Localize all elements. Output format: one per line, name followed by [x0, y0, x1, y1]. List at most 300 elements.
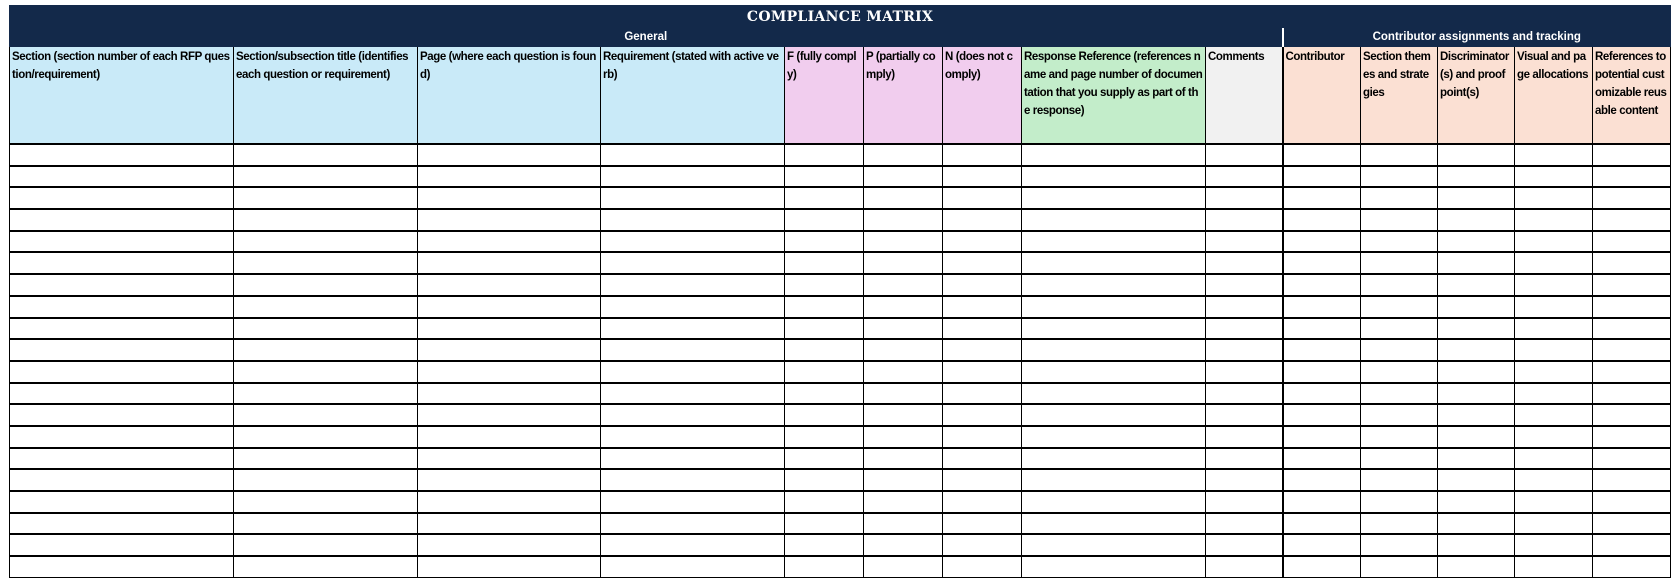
table-cell[interactable]	[1593, 426, 1671, 448]
table-cell[interactable]	[418, 448, 601, 470]
table-cell[interactable]	[785, 469, 864, 491]
table-cell[interactable]	[1438, 318, 1515, 340]
column-header: References to potential customizable reusable content	[1593, 47, 1671, 145]
table-cell[interactable]	[1515, 448, 1593, 470]
table-cell[interactable]	[785, 231, 864, 253]
table-cell[interactable]	[1283, 491, 1361, 513]
table-cell[interactable]	[1361, 534, 1438, 556]
table-cell[interactable]	[1361, 231, 1438, 253]
table-cell[interactable]	[1283, 534, 1361, 556]
table-cell[interactable]	[1022, 144, 1206, 166]
table-cell[interactable]	[785, 361, 864, 383]
table-cell[interactable]	[1206, 491, 1283, 513]
table-cell[interactable]	[1593, 339, 1671, 361]
table-cell[interactable]	[234, 339, 418, 361]
table-cell[interactable]	[1206, 166, 1283, 188]
table-cell[interactable]	[1361, 209, 1438, 231]
table-cell[interactable]	[1593, 448, 1671, 470]
table-cell[interactable]	[785, 448, 864, 470]
table-cell[interactable]	[1361, 318, 1438, 340]
table-cell[interactable]	[601, 231, 785, 253]
table-cell[interactable]	[1438, 187, 1515, 209]
table-cell[interactable]	[1593, 166, 1671, 188]
table-cell[interactable]	[864, 383, 943, 405]
table-cell[interactable]	[234, 361, 418, 383]
table-cell[interactable]	[1438, 556, 1515, 577]
table-cell[interactable]	[234, 209, 418, 231]
table-cell[interactable]	[1206, 339, 1283, 361]
table-cell[interactable]	[1593, 513, 1671, 535]
table-cell[interactable]	[785, 513, 864, 535]
table-cell[interactable]	[10, 252, 234, 274]
table-cell[interactable]	[1438, 383, 1515, 405]
table-cell[interactable]	[785, 144, 864, 166]
table-cell[interactable]	[418, 513, 601, 535]
table-cell[interactable]	[785, 556, 864, 577]
table-row	[10, 318, 1671, 340]
table-cell[interactable]	[418, 426, 601, 448]
table-cell[interactable]	[1515, 383, 1593, 405]
table-cell[interactable]	[1283, 361, 1361, 383]
table-cell[interactable]	[943, 144, 1022, 166]
table-cell[interactable]	[1438, 448, 1515, 470]
table-cell[interactable]	[785, 274, 864, 296]
table-cell[interactable]	[1361, 448, 1438, 470]
table-cell[interactable]	[864, 187, 943, 209]
table-cell[interactable]	[943, 426, 1022, 448]
table-cell[interactable]	[1593, 469, 1671, 491]
table-cell[interactable]	[10, 231, 234, 253]
table-cell[interactable]	[1206, 274, 1283, 296]
table-cell[interactable]	[1206, 296, 1283, 318]
table-row	[10, 187, 1671, 209]
table-cell[interactable]	[234, 426, 418, 448]
table-cell[interactable]	[1438, 144, 1515, 166]
table-cell[interactable]	[418, 318, 601, 340]
table-cell[interactable]	[1515, 361, 1593, 383]
table-cell[interactable]	[234, 252, 418, 274]
table-cell[interactable]	[1438, 274, 1515, 296]
table-cell[interactable]	[1206, 231, 1283, 253]
table-cell[interactable]	[1283, 556, 1361, 577]
table-cell[interactable]	[785, 491, 864, 513]
table-cell[interactable]	[418, 187, 601, 209]
table-cell[interactable]	[1515, 209, 1593, 231]
table-cell[interactable]	[10, 534, 234, 556]
table-cell[interactable]	[864, 209, 943, 231]
table-cell[interactable]	[1593, 187, 1671, 209]
table-cell[interactable]	[1206, 404, 1283, 426]
table-cell[interactable]	[1283, 274, 1361, 296]
table-cell[interactable]	[1515, 491, 1593, 513]
table-cell[interactable]	[943, 361, 1022, 383]
table-cell[interactable]	[1593, 491, 1671, 513]
table-cell[interactable]	[10, 383, 234, 405]
table-cell[interactable]	[1438, 513, 1515, 535]
table-cell[interactable]	[1438, 209, 1515, 231]
table-cell[interactable]	[1283, 231, 1361, 253]
table-cell[interactable]	[1361, 296, 1438, 318]
table-cell[interactable]	[601, 144, 785, 166]
table-cell[interactable]	[234, 318, 418, 340]
table-row	[10, 296, 1671, 318]
table-cell[interactable]	[234, 513, 418, 535]
table-cell[interactable]	[1593, 296, 1671, 318]
table-cell[interactable]	[10, 556, 234, 577]
table-cell[interactable]	[418, 339, 601, 361]
table-cell[interactable]	[1022, 448, 1206, 470]
table-cell[interactable]	[1438, 361, 1515, 383]
table-cell[interactable]	[785, 296, 864, 318]
table-cell[interactable]	[1361, 383, 1438, 405]
table-cell[interactable]	[1515, 404, 1593, 426]
table-cell[interactable]	[1206, 383, 1283, 405]
table-cell[interactable]	[418, 296, 601, 318]
table-row	[10, 556, 1671, 577]
table-cell[interactable]	[234, 274, 418, 296]
table-cell[interactable]	[943, 383, 1022, 405]
table-cell[interactable]	[1206, 448, 1283, 470]
column-header: Response Reference (references name and page number of documentation that you supply as part of the response)	[1022, 47, 1206, 145]
table-cell[interactable]	[1361, 469, 1438, 491]
table-cell[interactable]	[601, 513, 785, 535]
table-cell[interactable]	[1022, 491, 1206, 513]
table-cell[interactable]	[864, 556, 943, 577]
table-cell[interactable]	[943, 469, 1022, 491]
table-cell[interactable]	[1283, 187, 1361, 209]
table-cell[interactable]	[1022, 339, 1206, 361]
table-cell[interactable]	[943, 318, 1022, 340]
table-cell[interactable]	[1283, 166, 1361, 188]
table-cell[interactable]	[1022, 361, 1206, 383]
table-cell[interactable]	[1515, 252, 1593, 274]
table-cell[interactable]	[864, 339, 943, 361]
table-cell[interactable]	[1361, 404, 1438, 426]
table-cell[interactable]	[10, 404, 234, 426]
table-cell[interactable]	[1515, 166, 1593, 188]
table-cell[interactable]	[1361, 491, 1438, 513]
table-cell[interactable]	[864, 448, 943, 470]
table-cell[interactable]	[1593, 144, 1671, 166]
table-cell[interactable]	[1283, 426, 1361, 448]
table-cell[interactable]	[234, 491, 418, 513]
table-cell[interactable]	[1283, 318, 1361, 340]
table-cell[interactable]	[1206, 361, 1283, 383]
table-cell[interactable]	[1593, 209, 1671, 231]
table-cell[interactable]	[1361, 166, 1438, 188]
table-cell[interactable]	[943, 252, 1022, 274]
table-cell[interactable]	[785, 534, 864, 556]
table-cell[interactable]	[943, 556, 1022, 577]
table-cell[interactable]	[1206, 513, 1283, 535]
column-header: Section themes and strategies	[1361, 47, 1438, 145]
table-cell[interactable]	[1283, 469, 1361, 491]
table-cell[interactable]	[1515, 144, 1593, 166]
table-row	[10, 361, 1671, 383]
table-cell[interactable]	[601, 274, 785, 296]
table-cell[interactable]	[864, 318, 943, 340]
table-cell[interactable]	[234, 534, 418, 556]
table-cell[interactable]	[785, 318, 864, 340]
table-cell[interactable]	[1206, 469, 1283, 491]
table-cell[interactable]	[1515, 556, 1593, 577]
table-cell[interactable]	[1283, 209, 1361, 231]
table-cell[interactable]	[601, 296, 785, 318]
table-cell[interactable]	[10, 296, 234, 318]
table-cell[interactable]	[864, 513, 943, 535]
table-cell[interactable]	[418, 252, 601, 274]
table-cell[interactable]	[943, 296, 1022, 318]
table-cell[interactable]	[943, 491, 1022, 513]
table-row	[10, 252, 1671, 274]
table-cell[interactable]	[234, 556, 418, 577]
table-row	[10, 404, 1671, 426]
table-cell[interactable]	[943, 231, 1022, 253]
table-cell[interactable]	[1361, 339, 1438, 361]
table-cell[interactable]	[601, 556, 785, 577]
table-cell[interactable]	[10, 166, 234, 188]
table-cell[interactable]	[1206, 144, 1283, 166]
table-cell[interactable]	[1593, 361, 1671, 383]
table-cell[interactable]	[864, 469, 943, 491]
column-header: Section/subsection title (identifies each question or requirement)	[234, 47, 418, 145]
table-cell[interactable]	[601, 534, 785, 556]
table-cell[interactable]	[1361, 144, 1438, 166]
table-cell[interactable]	[418, 534, 601, 556]
table-cell[interactable]	[1515, 231, 1593, 253]
table-cell[interactable]	[1022, 187, 1206, 209]
table-cell[interactable]	[864, 404, 943, 426]
table-cell[interactable]	[1022, 252, 1206, 274]
table-cell[interactable]	[10, 361, 234, 383]
table-cell[interactable]	[785, 383, 864, 405]
table-cell[interactable]	[864, 252, 943, 274]
table-cell[interactable]	[943, 274, 1022, 296]
table-cell[interactable]	[1515, 274, 1593, 296]
table-cell[interactable]	[1438, 426, 1515, 448]
table-cell[interactable]	[418, 209, 601, 231]
table-cell[interactable]	[1022, 318, 1206, 340]
table-cell[interactable]	[1593, 556, 1671, 577]
table-cell[interactable]	[601, 448, 785, 470]
table-cell[interactable]	[864, 144, 943, 166]
table-cell[interactable]	[10, 513, 234, 535]
table-cell[interactable]	[1022, 556, 1206, 577]
table-cell[interactable]	[601, 426, 785, 448]
table-cell[interactable]	[785, 187, 864, 209]
table-cell[interactable]	[1283, 296, 1361, 318]
table-cell[interactable]	[601, 469, 785, 491]
table-cell[interactable]	[1438, 491, 1515, 513]
table-cell[interactable]	[785, 252, 864, 274]
table-cell[interactable]	[1022, 534, 1206, 556]
table-row	[10, 209, 1671, 231]
table-row	[10, 231, 1671, 253]
table-cell[interactable]	[1438, 404, 1515, 426]
table-cell[interactable]	[1361, 274, 1438, 296]
table-cell[interactable]	[601, 166, 785, 188]
table-cell[interactable]	[1022, 274, 1206, 296]
table-cell[interactable]	[418, 556, 601, 577]
table-cell[interactable]	[1206, 187, 1283, 209]
table-cell[interactable]	[418, 274, 601, 296]
table-cell[interactable]	[943, 339, 1022, 361]
table-cell[interactable]	[943, 166, 1022, 188]
table-cell[interactable]	[418, 404, 601, 426]
table-cell[interactable]	[418, 166, 601, 188]
table-cell[interactable]	[1593, 231, 1671, 253]
table-cell[interactable]	[418, 469, 601, 491]
table-cell[interactable]	[1515, 318, 1593, 340]
table-cell[interactable]	[1206, 556, 1283, 577]
table-cell[interactable]	[601, 361, 785, 383]
table-cell[interactable]	[1361, 187, 1438, 209]
table-cell[interactable]	[1283, 404, 1361, 426]
table-cell[interactable]	[943, 187, 1022, 209]
table-cell[interactable]	[1206, 252, 1283, 274]
table-cell[interactable]	[601, 252, 785, 274]
table-cell[interactable]	[1022, 231, 1206, 253]
table-cell[interactable]	[943, 448, 1022, 470]
table-cell[interactable]	[785, 209, 864, 231]
column-header: Requirement (stated with active verb)	[601, 47, 785, 145]
table-cell[interactable]	[1022, 469, 1206, 491]
table-cell[interactable]	[864, 166, 943, 188]
table-cell[interactable]	[234, 166, 418, 188]
table-cell[interactable]	[864, 296, 943, 318]
table-cell[interactable]	[1361, 513, 1438, 535]
table-cell[interactable]	[1283, 513, 1361, 535]
table-cell[interactable]	[1361, 426, 1438, 448]
table-cell[interactable]	[234, 187, 418, 209]
table-cell[interactable]	[1515, 339, 1593, 361]
table-cell[interactable]	[601, 339, 785, 361]
table-cell[interactable]	[601, 383, 785, 405]
table-cell[interactable]	[1361, 556, 1438, 577]
table-cell[interactable]	[10, 318, 234, 340]
table-cell[interactable]	[10, 209, 234, 231]
table-cell[interactable]	[10, 491, 234, 513]
table-cell[interactable]	[1022, 166, 1206, 188]
table-cell[interactable]	[1438, 166, 1515, 188]
table-cell[interactable]	[1515, 513, 1593, 535]
table-cell[interactable]	[418, 491, 601, 513]
table-cell[interactable]	[1361, 361, 1438, 383]
table-cell[interactable]	[1022, 209, 1206, 231]
table-cell[interactable]	[785, 339, 864, 361]
compliance-matrix-table	[9, 5, 1671, 578]
table-cell[interactable]	[864, 231, 943, 253]
table-cell[interactable]	[1361, 252, 1438, 274]
table-cell[interactable]	[10, 187, 234, 209]
table-cell[interactable]	[1022, 426, 1206, 448]
table-row	[10, 274, 1671, 296]
table-cell[interactable]	[1515, 534, 1593, 556]
table-cell[interactable]	[601, 318, 785, 340]
table-cell[interactable]	[1438, 231, 1515, 253]
table-cell[interactable]	[1438, 252, 1515, 274]
table-cell[interactable]	[601, 209, 785, 231]
table-cell[interactable]	[1283, 383, 1361, 405]
column-header: F (fully comply)	[785, 47, 864, 145]
table-cell[interactable]	[234, 296, 418, 318]
table-cell[interactable]	[943, 404, 1022, 426]
table-cell[interactable]	[418, 231, 601, 253]
table-cell[interactable]	[1438, 296, 1515, 318]
table-cell[interactable]	[234, 383, 418, 405]
table-row	[10, 166, 1671, 188]
table-cell[interactable]	[234, 469, 418, 491]
table-cell[interactable]	[943, 209, 1022, 231]
table-cell[interactable]	[418, 383, 601, 405]
table-cell[interactable]	[601, 404, 785, 426]
table-cell[interactable]	[234, 144, 418, 166]
table-cell[interactable]	[1206, 209, 1283, 231]
table-cell[interactable]	[864, 534, 943, 556]
table-cell[interactable]	[1593, 404, 1671, 426]
table-cell[interactable]	[1283, 448, 1361, 470]
table-cell[interactable]	[1593, 252, 1671, 274]
table-cell[interactable]	[1206, 534, 1283, 556]
table-cell[interactable]	[1022, 296, 1206, 318]
table-cell[interactable]	[418, 144, 601, 166]
table-cell[interactable]	[1593, 534, 1671, 556]
table-cell[interactable]	[1206, 318, 1283, 340]
table-cell[interactable]	[1438, 469, 1515, 491]
table-cell[interactable]	[601, 187, 785, 209]
column-header: Page (where each question is found)	[418, 47, 601, 145]
table-cell[interactable]	[418, 361, 601, 383]
table-cell[interactable]	[1283, 252, 1361, 274]
table-cell[interactable]	[864, 426, 943, 448]
table-cell[interactable]	[601, 491, 785, 513]
table-cell[interactable]	[785, 166, 864, 188]
table-cell[interactable]	[1593, 318, 1671, 340]
table-cell[interactable]	[10, 426, 234, 448]
table-cell[interactable]	[785, 404, 864, 426]
table-cell[interactable]	[864, 361, 943, 383]
table-cell[interactable]	[1206, 426, 1283, 448]
table-cell[interactable]	[864, 274, 943, 296]
table-cell[interactable]	[1515, 469, 1593, 491]
table-cell[interactable]	[864, 491, 943, 513]
table-cell[interactable]	[943, 534, 1022, 556]
table-cell[interactable]	[234, 231, 418, 253]
table-cell[interactable]	[1283, 339, 1361, 361]
table-cell[interactable]	[943, 513, 1022, 535]
table-cell[interactable]	[785, 426, 864, 448]
table-cell[interactable]	[1283, 144, 1361, 166]
table-cell[interactable]	[1438, 339, 1515, 361]
table-cell[interactable]	[1515, 426, 1593, 448]
table-cell[interactable]	[10, 448, 234, 470]
table-cell[interactable]	[10, 144, 234, 166]
table-cell[interactable]	[1438, 534, 1515, 556]
table-cell[interactable]	[234, 404, 418, 426]
table-cell[interactable]	[1515, 296, 1593, 318]
table-cell[interactable]	[10, 339, 234, 361]
column-header: P (partially comply)	[864, 47, 943, 145]
table-cell[interactable]	[1593, 383, 1671, 405]
table-cell[interactable]	[1515, 187, 1593, 209]
table-cell[interactable]	[10, 274, 234, 296]
table-cell[interactable]	[10, 469, 234, 491]
table-cell[interactable]	[1593, 274, 1671, 296]
table-cell[interactable]	[1022, 383, 1206, 405]
table-cell[interactable]	[1022, 404, 1206, 426]
table-cell[interactable]	[1022, 513, 1206, 535]
table-cell[interactable]	[234, 448, 418, 470]
